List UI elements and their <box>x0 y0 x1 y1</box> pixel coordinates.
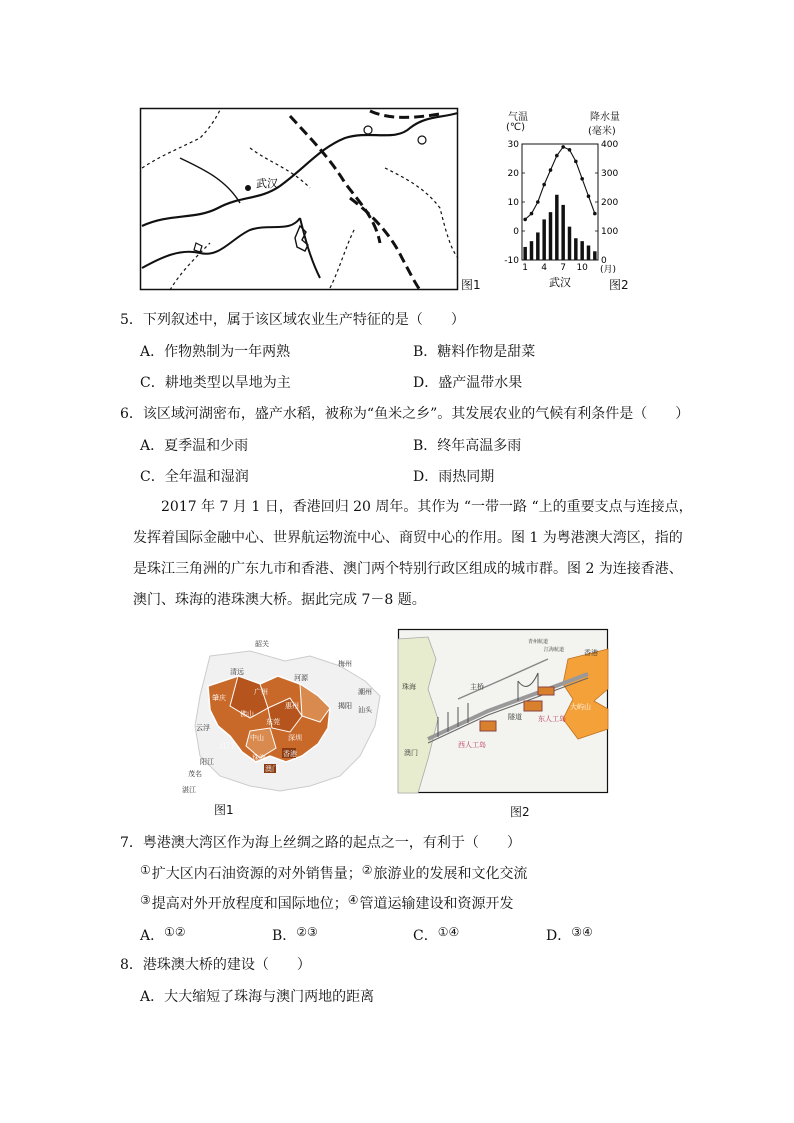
precip-bar <box>523 247 526 260</box>
precip-bar <box>593 251 596 260</box>
bay-label-jieyang: 揭阳 <box>338 702 352 710</box>
bay-area-map-svg <box>182 636 386 796</box>
precip-bar <box>555 195 558 260</box>
q7-statement-3: 提高对外开放程度和国际地位； <box>151 896 348 912</box>
chart-location: 武汉 <box>549 276 571 289</box>
bay-label-huizhou: 惠州 <box>285 702 299 710</box>
map-caption: 图1 <box>461 278 481 292</box>
q5-option-a[interactable]: A．作物熟制为一年两熟 <box>140 344 291 360</box>
q7-option-a-value: ①② <box>164 925 186 939</box>
q5-option-c[interactable]: C．耕地类型以旱地为主 <box>140 375 291 391</box>
bay-label-dongguan: 东莞 <box>266 718 280 726</box>
bay-label-qingyuan: 清远 <box>230 668 244 676</box>
right-tick-label: 100 <box>601 227 619 237</box>
q7-option-c[interactable] <box>413 922 460 946</box>
bay-label-shantou: 汕头 <box>358 706 372 714</box>
bay-label-guangzhou: 广州 <box>254 688 268 696</box>
bridge-label-zhuhai: 珠海 <box>402 683 416 691</box>
precip-bar <box>574 238 577 260</box>
q7-mark-3: ③ <box>140 893 151 907</box>
precip-bar <box>568 227 571 260</box>
passage-line-3: 是珠江三角洲的广东九市和香港、澳门两个特别行政区组成的城市群。图 2 为连接香港、 <box>133 561 683 577</box>
bridge-caption: 图2 <box>510 805 530 819</box>
precip-bar <box>542 219 545 260</box>
right-tick-label: 0 <box>601 256 607 266</box>
precip-bar <box>580 241 583 260</box>
left-tick-label: 20 <box>507 169 519 179</box>
bridge-label-lantau: 大屿山 <box>570 703 591 711</box>
q7-option-a[interactable] <box>140 922 187 946</box>
left-axis-unit: (℃) <box>506 122 526 133</box>
bay-label-macao: 澳门 <box>265 765 279 773</box>
bay-label-zhongshan: 中山 <box>250 734 264 742</box>
q6-option-a[interactable]: A．夏季温和少雨 <box>140 438 249 454</box>
temp-point <box>536 200 540 204</box>
q6-stem: 6．该区域河湖密布，盛产水稻，被称为“鱼米之乡”。其发展农业的气候有利条件是（ ） <box>120 406 690 422</box>
temp-point <box>542 183 546 187</box>
left-tick-label: -10 <box>504 256 519 266</box>
q5-stem: 5．下列叙述中，属于该区域农业生产特征的是（ ） <box>120 312 465 328</box>
x-tick-label: 10 <box>576 263 588 273</box>
passage-line-4: 澳门、珠海的港珠澳大桥。据此完成 7－8 题。 <box>133 592 426 608</box>
bay-label-hongkong: 香港 <box>283 750 297 758</box>
left-tick-label: 10 <box>507 198 519 208</box>
passage-line-2: 发挥着国际金融中心、世界航运物流中心、商贸中心的作用。图 1 为粤港澳大湾区，指的 <box>133 530 683 546</box>
bay-label-shenzhen: 深圳 <box>288 734 302 742</box>
bridge-label-channel-2: 江海航道 <box>544 647 565 653</box>
q8-stem: 8．港珠澳大桥的建设（ ） <box>120 957 311 973</box>
temp-point <box>555 154 559 158</box>
q7-statement-2: 旅游业的发展和文化交流 <box>373 866 528 882</box>
map-city-label: 武汉 <box>256 177 278 190</box>
temp-point <box>530 212 534 216</box>
temp-point <box>580 177 584 181</box>
q7-mark-4: ④ <box>347 893 359 907</box>
temp-point <box>593 212 597 216</box>
bay-label-zhanjiang: 湛江 <box>182 786 196 794</box>
temp-point <box>549 168 553 172</box>
temp-point <box>574 160 578 164</box>
left-axis-title: 气温 <box>508 112 528 123</box>
precip-bar <box>587 246 590 261</box>
figure-bay-area-map <box>182 636 386 796</box>
q7-option-b-value: ②③ <box>296 925 318 939</box>
x-tick-label: 7 <box>560 263 567 273</box>
precip-bar <box>530 241 533 260</box>
q7-mark-2: ② <box>361 863 373 877</box>
figure-bridge <box>398 629 608 793</box>
q5-option-d[interactable]: D．盛产温带水果 <box>413 375 523 391</box>
bay-area-caption: 图1 <box>214 803 234 817</box>
precip-bar <box>561 205 564 260</box>
q7-stem: 7．粤港澳大湾区作为海上丝绸之路的起点之一，有利于（ ） <box>120 835 521 851</box>
left-tick-label: 0 <box>513 227 519 237</box>
month-unit: (月) <box>600 265 617 275</box>
q6-option-b[interactable]: B．终年高温多雨 <box>413 438 522 454</box>
right-axis-unit: (毫米) <box>588 126 616 137</box>
right-tick-label: 200 <box>601 198 619 208</box>
x-tick-label: 4 <box>541 263 548 273</box>
q7-option-c-value: ①④ <box>437 925 460 939</box>
precip-bar <box>536 232 539 260</box>
right-tick-label: 400 <box>601 140 619 150</box>
bay-label-foshan: 佛山 <box>240 710 254 718</box>
q6-option-d[interactable]: D．雨热同期 <box>413 469 495 485</box>
q7-statement-3-4 <box>140 890 514 914</box>
q7-option-d[interactable] <box>546 922 594 946</box>
bay-label-maoming: 茂名 <box>188 770 202 778</box>
passage-line-1: 2017 年 7 月 1 日，香港回归 20 周年。其作为 “一带一路 “上的重要支点与连接点， <box>161 499 693 515</box>
bridge-svg <box>398 629 608 793</box>
right-axis-title: 降水量 <box>590 112 620 123</box>
q7-statement-1-2 <box>140 860 528 884</box>
bay-label-jiangmen: 江门 <box>220 742 234 750</box>
q7-statement-4: 管道运输建设和资源开发 <box>359 896 514 912</box>
temp-point <box>561 145 565 149</box>
precip-bar <box>549 212 552 260</box>
right-tick-label: 300 <box>601 169 619 179</box>
bay-label-zhuhai: 珠海 <box>252 754 266 762</box>
bridge-label-macao: 澳门 <box>404 749 418 757</box>
q7-option-b[interactable] <box>272 922 319 946</box>
q7-option-b-letter: B． <box>272 928 297 944</box>
bay-label-yangjiang: 阳江 <box>200 758 214 766</box>
bridge-label-channel-1: 青州航道 <box>528 639 549 645</box>
left-tick-label: 30 <box>507 140 519 150</box>
q7-option-d-value: ③④ <box>571 925 593 939</box>
q7-option-a-letter: A． <box>140 928 165 944</box>
q6-option-c[interactable]: C．全年温和湿润 <box>140 469 249 485</box>
q7-statement-1: 扩大区内石油资源的对外销售量； <box>151 866 362 882</box>
q5-option-b[interactable]: B．糖料作物是甜菜 <box>413 344 536 360</box>
climate-chart-caption: 图2 <box>609 278 629 292</box>
q7-option-d-letter: D． <box>546 928 572 944</box>
temp-point <box>568 148 572 152</box>
temp-point <box>523 218 527 222</box>
bay-label-zhaoqing: 肇庆 <box>212 694 226 702</box>
bay-label-chaozhou: 潮州 <box>358 688 372 696</box>
bridge-label-east-island: 东人工岛 <box>538 715 566 723</box>
figure-map-region <box>140 108 458 290</box>
bridge-label-hongkong: 香港 <box>584 649 598 657</box>
climate-chart-svg <box>500 136 640 292</box>
q7-mark-1: ① <box>140 863 151 877</box>
bridge-label-tunnel: 隧道 <box>508 713 522 721</box>
bay-label-yunfu: 云浮 <box>196 724 210 732</box>
temp-point <box>587 194 591 198</box>
q7-option-c-letter: C． <box>413 928 438 944</box>
climate-chart <box>500 106 640 292</box>
bay-label-meizhou: 梅州 <box>338 660 352 668</box>
map-region-svg <box>140 108 458 290</box>
bridge-label-main: 主桥 <box>470 683 484 691</box>
x-tick-label: 1 <box>522 263 529 273</box>
q8-option-a[interactable]: A．大大缩短了珠海与澳门两地的距离 <box>140 989 375 1005</box>
bay-label-heyuan: 河源 <box>294 674 308 682</box>
bridge-label-west-island: 西人工岛 <box>458 741 486 749</box>
chart-frame <box>522 144 598 260</box>
bay-label-shaoguan: 韶关 <box>255 640 269 648</box>
